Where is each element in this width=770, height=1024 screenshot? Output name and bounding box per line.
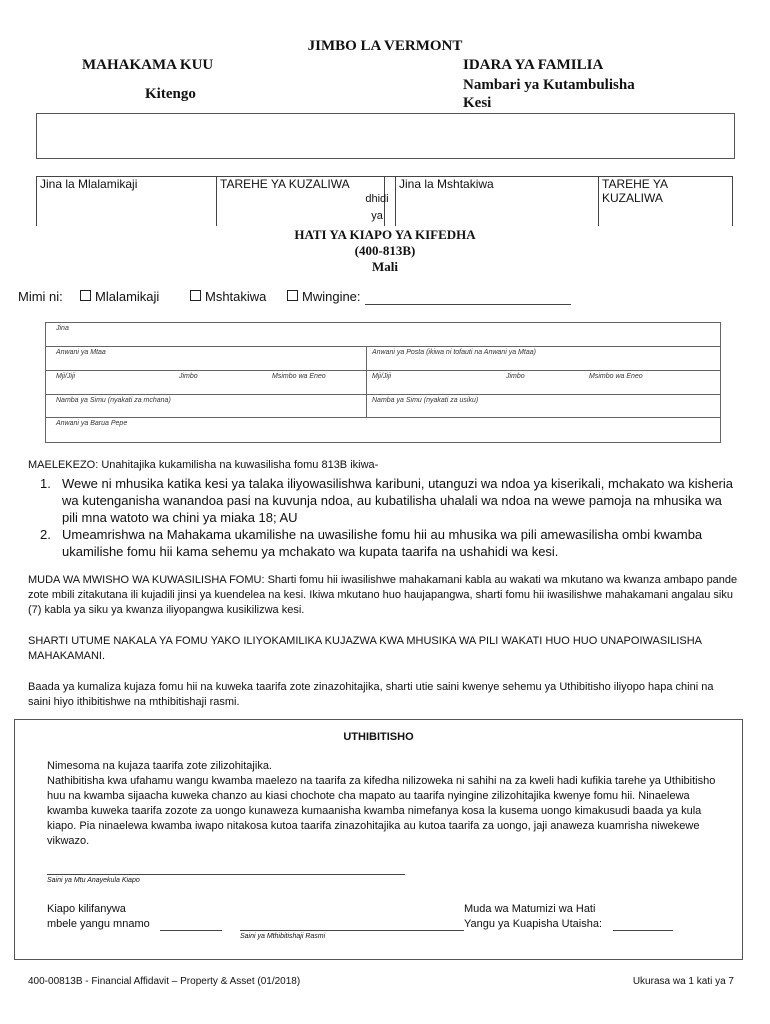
name-field[interactable]: Jina [56,325,69,332]
checkbox-icon[interactable] [80,290,91,301]
copy-notice: SHARTI UTUME NAKALA YA FOMU YAKO ILIYOKAMILIKA KUJAZWA KWA MHUSIKA WA PILI WAKATI HUO HUO UNAPOIWASILISHA MAHAKAMANI. [28,635,702,662]
checkbox-icon[interactable] [287,290,298,301]
state-title: JIMBO LA VERMONT [307,38,463,54]
case-caption-field[interactable] [36,113,735,159]
notary-label: Saini ya Mthibitishaji Rasmi [240,933,326,940]
list-item: 1. Wewe ni mhusika katika kesi ya talaka iliyowasilishwa karibuni, utanguzi wa ndoa ya kiserikali, mchakato wa kisheria wa kutenganisha wanandoa pasi na kuvunja ndoa, au kubatilisha uhalali wa ndoa na wewe pamoja na mhusika wa pili mna watoto wa chini ya miaka 18; AU [40,476,734,525]
plaintiff-label: Jina la Mlalamikaji [40,177,138,191]
other-input-line[interactable] [365,304,571,305]
docket-label: Nambari ya Kutambulisha Kesi [463,77,635,111]
night-phone-field[interactable]: Namba ya Simu (nyakati za usiku) [372,397,479,404]
defendant-label: Jina la Mshtakiwa [399,177,494,191]
plaintiff-dob-label: TAREHE YA KUZALIWA [220,177,350,191]
notary-signature-line[interactable] [240,930,464,931]
instructions-list [40,475,740,560]
plaintiff-name-field[interactable] [36,176,216,226]
sworn-date-line[interactable] [160,930,222,931]
page-number: Ukurasa wa 1 kati ya 7 [632,976,734,987]
defendant-dob-field[interactable] [598,176,733,226]
certification-title: UTHIBITISHO [343,731,414,743]
court-name: MAHAKAMA KUU [82,57,214,73]
zip-field[interactable]: Msimbo wa Eneo [272,373,326,380]
form-id-footer: 400-00813B - Financial Affidavit – Property & Asset (01/2018) [28,976,301,987]
certification-body: Nimesoma na kujaza taarifa zote zilizohitajika. Nathibitisha kwa ufahamu wangu kwamba maelezo na taarifa za kifedha nilizoweka ni sahihi na za kweli hadi kufikia tarehe ya Uthibitisho huu na kwamba sijaacha kuweka chanzo au kiasi chochote cha mapato au taarifa nyingine zilizohitajika kwenye fomu hii. Ninaelewa kwamba kuweka taarifa zozote za uongo kunaweza kumaanisha kwamba nimefanya kosa la kusema uongo kimakusudi baada ya kula kiapo. Pia ninaelewa kwamba iwapo nitakosa kutoa taarifa zinazohitajika au kutoa taarifa za uongo, jaji anaweza kuamrisha niwekewe vikwazo. [47,760,716,847]
defendant-dob-label: TAREHE YA KUZALIWA [602,177,668,205]
state-field[interactable]: Jimbo [179,373,198,380]
signer-label: Saini ya Mtu Anayekula Kiapo [47,877,140,884]
checkbox-plaintiff[interactable]: Mlalamikaji [80,289,159,304]
commission-label: Muda wa Matumizi wa Hati Yangu ya Kuapisha Utaisha: [464,903,602,930]
sworn-label: Kiapo kilifanywa mbele yangu mnamo [47,903,150,930]
division-label: Kitengo [145,86,196,102]
after-paragraph: Baada ya kumaliza kujaza fomu hii na kuweka taarifa zote zinazohitajika, sharti utie saini kwenye sehemu ya Uthibitisho iliyopo hapa chini na saini hiyo ithibitishwe na mthibitishaji rasmi. [28,681,714,708]
city-field[interactable]: Mji/Jiji [56,373,76,380]
certification-box [14,719,743,960]
deadline-paragraph: MUDA WA MWISHO WA KUWASILISHA FOMU: Sharti fomu hii iwasilishwe mahakamani kabla au wakati wa mkutano wa kwanza ambapo pande zote mbili zitakutana ili kujadili jinsi ya kuendelea na kesi. Ikiwa mkutano huo haujapangwa, sharti fomu hii iwasilishwe mahakamani angalau siku (7) kabla ya siku ya kwanza iliyopangwa kusikilizwa kesi. [28,574,738,616]
day-phone-field[interactable]: Namba ya Simu (nyakati za mchana) [56,397,171,404]
zip2-field[interactable]: Msimbo wa Eneo [589,373,643,380]
checkbox-icon[interactable] [190,290,201,301]
signer-signature-line[interactable] [47,874,405,875]
plaintiff-dob-field[interactable] [216,176,384,226]
mailing-field[interactable]: Anwani ya Posta (ikiwa ni tofauti na Anwani ya Mtaa) [372,349,536,356]
checkbox-other[interactable]: Mwingine: [287,289,361,304]
commission-date-line[interactable] [613,930,673,931]
list-item: 2. Umeamrishwa na Mahakama ukamilishe na uwasilishe fomu hii au mhusika wa pili amewasilisha ombi kwamba ukamilishe fomu hii kama sehemu ya mchakato wa kupata taarifa na ushahidi wa kesi. [40,527,703,559]
defendant-name-field[interactable] [395,176,598,226]
instructions-intro: MAELEKEZO: Unahitajika kukamilisha na kuwasilisha fomu 813B ikiwa- [28,459,379,471]
street-field[interactable]: Anwani ya Mtaa [56,349,106,356]
family-division: IDARA YA FAMILIA [463,57,604,73]
email-field[interactable]: Anwani ya Barua Pepe [56,420,128,427]
city2-field[interactable]: Mji/Jiji [372,373,392,380]
form-title: HATI YA KIAPO YA KIFEDHA (400-813B) Mali [294,227,476,274]
checkbox-defendant[interactable]: Mshtakiwa [190,289,266,304]
filer-label: Mimi ni: [18,289,63,304]
versus-label: dhidi ya [365,193,389,222]
contact-info-box [45,322,721,443]
state2-field[interactable]: Jimbo [506,373,525,380]
